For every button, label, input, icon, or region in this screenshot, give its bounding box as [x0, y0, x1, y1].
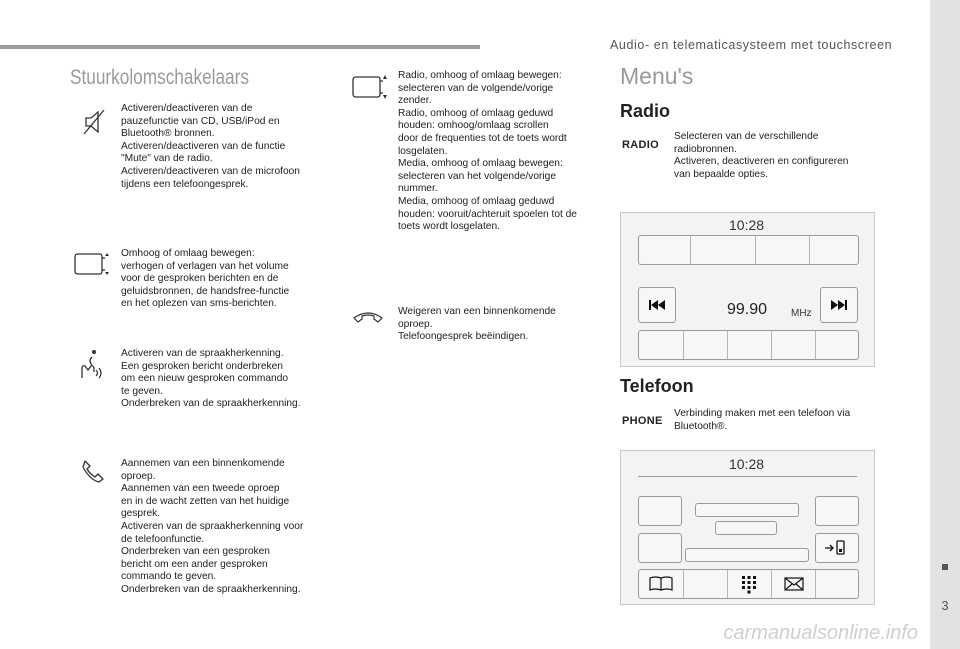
phone-right-button-top — [815, 496, 859, 526]
phone-title: Telefoon — [620, 376, 694, 396]
page-sidebar — [930, 0, 960, 649]
section-title-steering-controls: Stuurkolomschakelaars — [70, 66, 249, 89]
phone-answer-icon — [80, 458, 106, 484]
phone-answer-description: Aannemen van een binnenkomende oproep. Aannemen van een tweede oproep en in de wacht zetten van het huidige gesprek. Activeren van de spraakherkenning voor de telefoonfunctie. Onderbreken van een gesproken bericht om een ander gesproken commando te geven. Onderbreken van de spraakherkenning. — [121, 458, 304, 595]
voice-command-icon — [78, 348, 106, 380]
voice-command-description: Activeren van de spraakherkenning. Een gesproken bericht onderbreken om een nieuw gesproken commando te geven. Onderbreken van de spraakherkenning. — [121, 348, 301, 410]
phone-left-button-bottom — [638, 533, 682, 563]
radio-frequency: 99.90 — [727, 301, 768, 318]
contacts-book-icon — [647, 575, 675, 593]
phone-field-bottom — [685, 548, 809, 562]
phone-field-middle — [715, 521, 777, 535]
phone-left-button-top — [638, 496, 682, 526]
message-envelope-icon — [783, 576, 805, 592]
radio-seek-back-button — [638, 287, 676, 323]
radio-description: Selecteren van de verschillende radiobronnen. Activeren, deactiveren en configureren van bepaalde opties. — [674, 131, 849, 180]
phone-bottom-bar — [638, 569, 859, 599]
page-marker — [942, 564, 948, 570]
volume-description: Omhoog of omlaag bewegen: verhogen of verlagen van het volume voor de gesproken berichten en de geluidsbronnen, de handsfree-functie en het oplezen van sms-berichten. — [121, 248, 290, 310]
radio-title: Radio — [620, 101, 671, 121]
radio-seek-forward-button — [820, 287, 858, 323]
page-number: 3 — [941, 598, 949, 613]
phone-connect-button — [815, 533, 859, 563]
watermark: carmanualsonline.info — [723, 622, 918, 644]
seek-description: Radio, omhoog of omlaag bewegen: selecteren van de volgende/vorige zender. Radio, omhoog of omlaag geduwd houden: omhoog/omlaag scrollen door de frequenties tot de toets wordt losgelaten. Media, omhoog of omlaag bewegen: selecteren van het volgende/vorige nummer. Media, omhoog of omlaag geduwd houden: vooruit/achteruit spoelen tot de toets wordt losgelaten. — [398, 70, 577, 233]
phone-screen-divider — [638, 476, 857, 477]
seek-rocker-icon — [350, 72, 390, 102]
phone-key-label: PHONE — [622, 415, 663, 427]
mute-description: Activeren/deactiveren van de pauzefunctie van CD, USB/iPod en Bluetooth® bronnen. Activeren/deactiveren van de functie "Mute" van de radio. Activeren/deactiveren van de microfoon tijdens een telefoongesprek. — [121, 103, 300, 190]
phone-reject-description: Weigeren van een binnenkomende oproep. Telefoongesprek beëindigen. — [398, 306, 556, 343]
keypad-icon — [740, 574, 758, 594]
mute-speaker-icon — [82, 108, 106, 136]
page-header-title: Audio- en telematicasysteem met touchscreen — [610, 38, 893, 52]
radio-screen-illustration — [620, 212, 875, 367]
radio-preset-row-bottom — [638, 330, 859, 360]
phone-field-top — [695, 503, 799, 517]
phone-description: Verbinding maken met een telefoon via Bluetooth®. — [674, 408, 851, 432]
phone-screen-illustration — [620, 450, 875, 605]
radio-frequency-unit: MHz — [791, 308, 812, 319]
phone-screen-clock: 10:28 — [729, 456, 765, 472]
radio-preset-row-top — [638, 235, 859, 265]
header-rule — [0, 45, 480, 49]
radio-key-label: RADIO — [622, 139, 659, 151]
volume-rocker-icon — [72, 249, 112, 279]
radio-screen-clock: 10:28 — [729, 217, 765, 233]
section-title-menus: Menu's — [620, 63, 694, 89]
phone-reject-icon — [352, 310, 384, 326]
